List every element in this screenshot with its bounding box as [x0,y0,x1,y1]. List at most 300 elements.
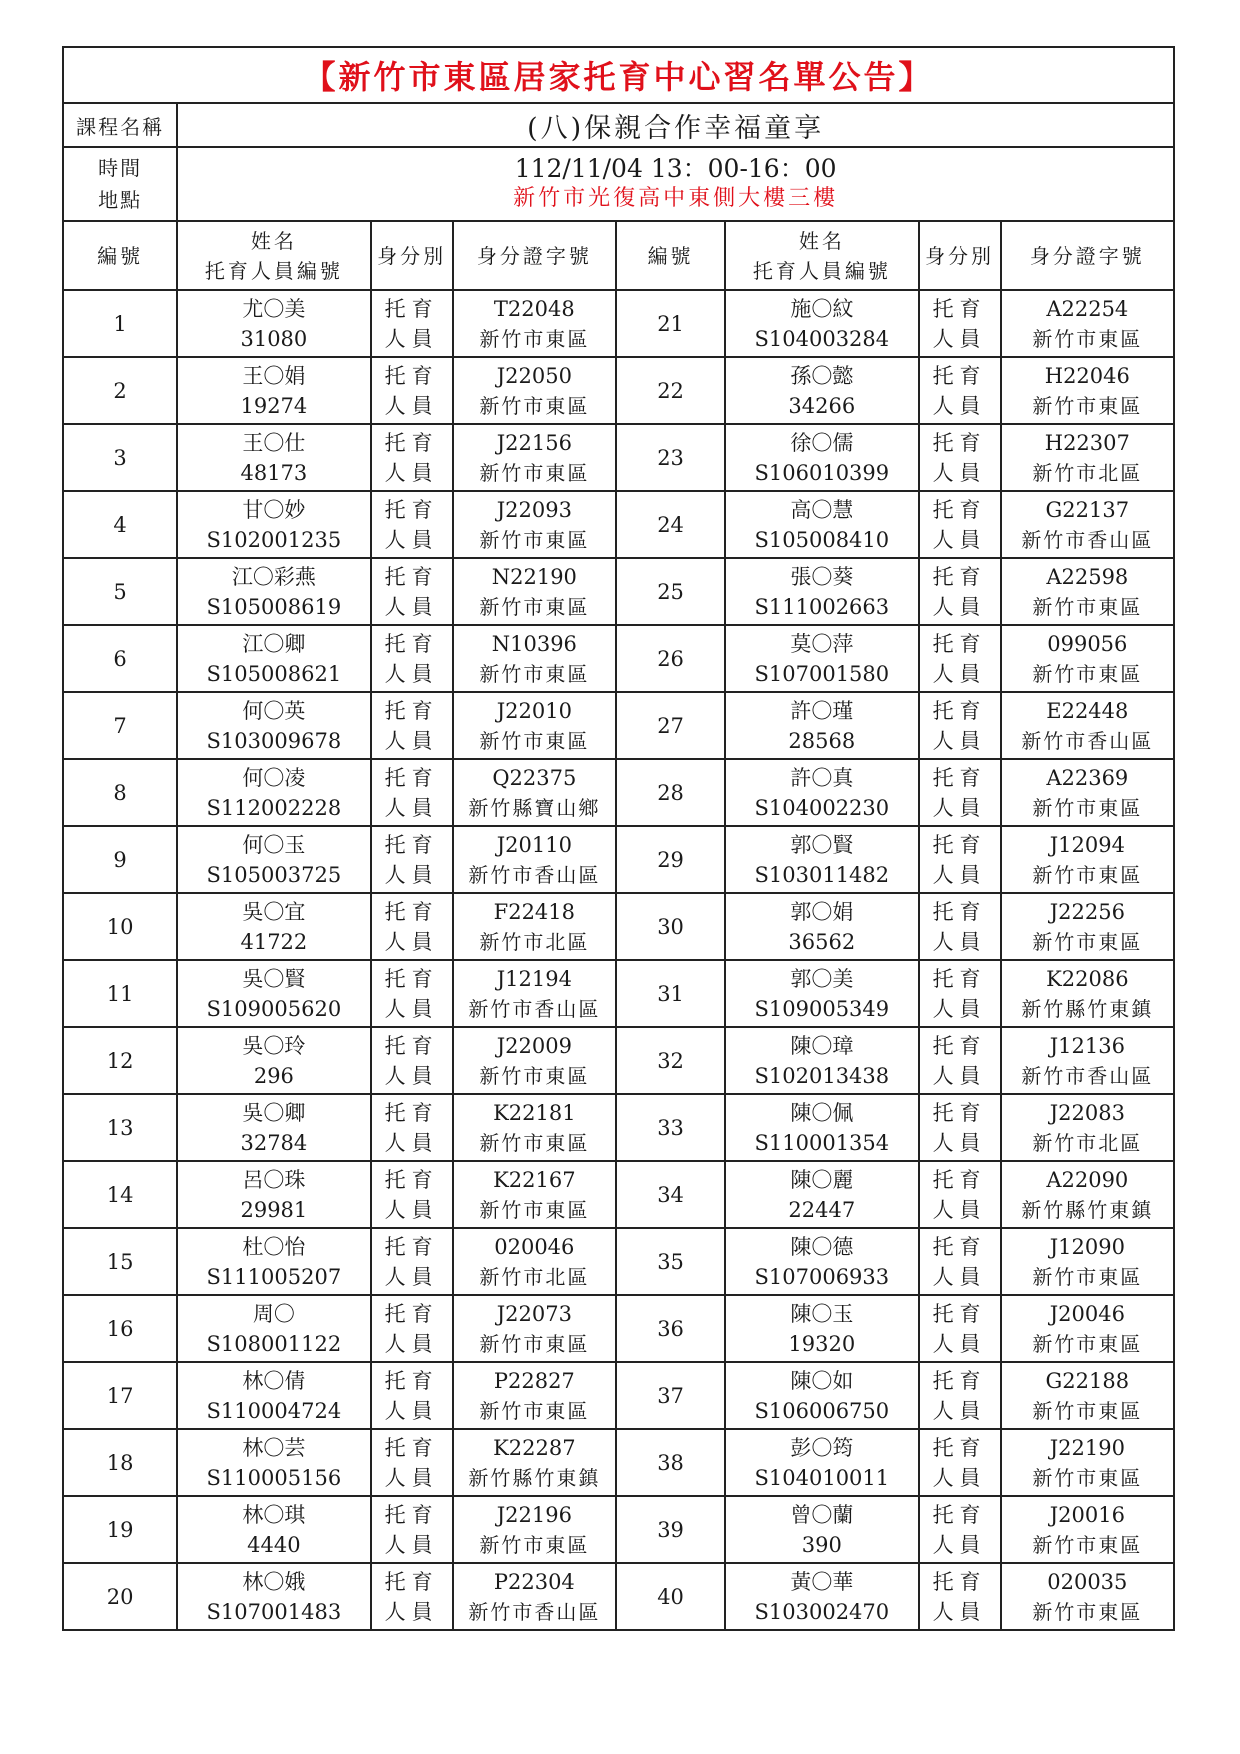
caregiver-code: S106010399 [754,460,890,485]
identity-type-line1: 托育 [384,1502,439,1527]
identity-type-cell [919,1228,1001,1295]
identity-type-cell [919,491,1001,558]
id-cell [453,1094,616,1161]
caregiver-name: 郭〇美 [790,966,854,991]
identity-type-cell [371,1563,453,1630]
name-cell [725,1295,918,1362]
id-cell [1001,1161,1174,1228]
row-number: 1 [63,290,177,357]
identity-type-line1: 托育 [932,631,987,656]
identity-type-line1: 托育 [384,899,439,924]
identity-type-cell [371,290,453,357]
caregiver-code: S107001580 [754,661,890,686]
id-cell [1001,424,1174,491]
identity-type-line2: 人員 [932,1264,987,1289]
identity-type-cell [919,1161,1001,1228]
place-label: 地點 [98,188,143,212]
identity-type-line2: 人員 [932,795,987,820]
identity-type-line2: 人員 [384,1130,439,1155]
row-number: 28 [616,759,725,826]
caregiver-name: 林〇芸 [242,1435,306,1460]
id-cell [1001,1027,1174,1094]
identity-type-line2: 人員 [932,393,987,418]
identity-type-line2: 人員 [932,929,987,954]
row-number: 5 [63,558,177,625]
identity-type-cell [919,1563,1001,1630]
id-cell [453,1027,616,1094]
id-number: Q22375 [492,765,577,790]
name-cell [177,1295,370,1362]
id-number: 020046 [494,1234,575,1259]
name-cell [177,1563,370,1630]
row-number: 37 [616,1362,725,1429]
id-number: A22090 [1046,1167,1129,1192]
caregiver-code: S109005349 [754,996,890,1021]
identity-type-line2: 人員 [932,594,987,619]
id-cell [453,1295,616,1362]
name-cell [725,960,918,1027]
row-number: 20 [63,1563,177,1630]
identity-type-line1: 托育 [932,1234,987,1259]
identity-type-line1: 托育 [932,832,987,857]
caregiver-name: 許〇瑾 [790,698,854,723]
caregiver-name: 吳〇宜 [242,899,306,924]
id-cell [1001,290,1174,357]
name-cell [177,692,370,759]
identity-type-line1: 托育 [932,765,987,790]
identity-type-line2: 人員 [384,728,439,753]
id-cell [453,1161,616,1228]
caregiver-code: S106006750 [754,1398,890,1423]
identity-type-line2: 人員 [384,1197,439,1222]
id-number: N10396 [491,631,577,656]
row-number: 31 [616,960,725,1027]
identity-type-line1: 托育 [384,966,439,991]
identity-type-line2: 人員 [384,1532,439,1557]
caregiver-name: 江〇彩燕 [231,564,316,589]
header-no-right: 編號 [616,221,725,290]
id-area: 新竹市東區 [1032,795,1143,820]
table-row [63,1295,1174,1362]
identity-type-cell [919,357,1001,424]
id-area: 新竹市東區 [1032,1331,1143,1356]
id-cell [453,1429,616,1496]
row-number: 13 [63,1094,177,1161]
id-area: 新竹縣竹東鎮 [1021,996,1154,1021]
name-cell [177,893,370,960]
caregiver-name: 許〇真 [790,765,854,790]
id-area: 新竹市東區 [479,1197,590,1222]
name-cell [177,1161,370,1228]
id-number: K22287 [493,1435,576,1460]
id-area: 新竹市東區 [479,594,590,619]
name-cell [177,1094,370,1161]
id-cell [1001,893,1174,960]
caregiver-code: 19320 [788,1331,856,1356]
name-cell [725,357,918,424]
id-cell [453,1563,616,1630]
row-number: 30 [616,893,725,960]
row-number: 39 [616,1496,725,1563]
id-cell [453,357,616,424]
identity-type-line1: 托育 [932,497,987,522]
caregiver-code: 28568 [788,728,856,753]
id-area: 新竹市東區 [1032,1599,1143,1624]
identity-type-line2: 人員 [384,1063,439,1088]
identity-type-line2: 人員 [932,1465,987,1490]
id-area: 新竹市東區 [1032,661,1143,686]
caregiver-code: 4440 [247,1532,301,1557]
identity-type-line1: 托育 [384,564,439,589]
id-number: J12194 [496,966,572,991]
name-cell [725,424,918,491]
id-cell [1001,1295,1174,1362]
name-cell [177,357,370,424]
time-label: 時間 [98,156,143,180]
caregiver-name: 彭〇筠 [790,1435,854,1460]
id-area: 新竹市香山區 [468,862,601,887]
identity-type-line1: 托育 [932,698,987,723]
identity-type-line2: 人員 [932,1130,987,1155]
id-number: J22093 [496,497,572,522]
id-number: 020035 [1047,1569,1128,1594]
table-row [63,692,1174,759]
row-number: 23 [616,424,725,491]
row-number: 24 [616,491,725,558]
caregiver-code: 390 [801,1532,842,1557]
id-area: 新竹市東區 [1032,1398,1143,1423]
caregiver-name: 甘〇妙 [242,497,306,522]
id-number: J22050 [496,363,572,388]
name-cell [725,1563,918,1630]
table-row [63,625,1174,692]
name-cell [177,1027,370,1094]
caregiver-name: 吳〇賢 [242,966,306,991]
row-number: 33 [616,1094,725,1161]
caregiver-name: 陳〇麗 [790,1167,854,1192]
caregiver-name: 何〇玉 [242,832,306,857]
name-cell [725,1429,918,1496]
identity-type-line2: 人員 [384,1264,439,1289]
row-number: 15 [63,1228,177,1295]
table-row [63,290,1174,357]
id-area: 新竹縣竹東鎮 [1021,1197,1154,1222]
table-row [63,1496,1174,1563]
id-area: 新竹市東區 [479,1532,590,1557]
identity-type-cell [919,558,1001,625]
id-number: J22009 [496,1033,572,1058]
caregiver-code: S109005620 [206,996,342,1021]
name-cell [725,625,918,692]
caregiver-code: S104002230 [754,795,890,820]
id-cell [453,558,616,625]
name-cell [177,1429,370,1496]
identity-type-cell [919,1496,1001,1563]
id-area: 新竹縣竹東鎮 [468,1465,601,1490]
id-area: 新竹市香山區 [468,996,601,1021]
event-time: 112/11/04 13：00-16：00 [514,154,837,183]
name-cell [177,491,370,558]
page-title: 【新竹市東區居家托育中心習名單公告】 [63,47,1174,103]
identity-type-line1: 托育 [384,765,439,790]
identity-type-line1: 托育 [932,1301,987,1326]
id-number: J20046 [1049,1301,1125,1326]
id-cell [453,759,616,826]
identity-type-cell [919,1429,1001,1496]
identity-type-cell [919,625,1001,692]
identity-type-line2: 人員 [932,326,987,351]
name-cell [177,759,370,826]
name-cell [177,424,370,491]
identity-type-cell [371,960,453,1027]
id-area: 新竹市東區 [1032,393,1143,418]
id-number: K22181 [493,1100,576,1125]
identity-type-line2: 人員 [384,594,439,619]
caregiver-code: S110004724 [206,1398,342,1423]
id-cell [453,1362,616,1429]
identity-type-line2: 人員 [384,326,439,351]
id-area: 新竹市東區 [479,661,590,686]
identity-type-line1: 托育 [932,1569,987,1594]
name-cell [725,893,918,960]
id-cell [1001,1094,1174,1161]
caregiver-name: 王〇仕 [242,430,306,455]
id-cell [453,960,616,1027]
caregiver-code: 41722 [240,929,308,954]
caregiver-name: 莫〇萍 [790,631,854,656]
caregiver-code: S108001122 [206,1331,342,1356]
time-place-value-cell [177,147,1174,221]
caregiver-name: 吳〇卿 [242,1100,306,1125]
id-number: E22448 [1046,698,1129,723]
id-number: P22304 [493,1569,575,1594]
identity-type-cell [371,1161,453,1228]
id-cell [453,826,616,893]
caregiver-code: S111002663 [754,594,890,619]
name-cell [725,558,918,625]
identity-type-line1: 托育 [932,1435,987,1460]
identity-type-line1: 托育 [932,1033,987,1058]
identity-type-line2: 人員 [932,527,987,552]
caregiver-name: 陳〇玉 [790,1301,854,1326]
id-area: 新竹市香山區 [1021,1063,1154,1088]
name-cell [725,1228,918,1295]
caregiver-name: 孫〇懿 [790,363,854,388]
caregiver-name: 黃〇華 [790,1569,854,1594]
id-area: 新竹市東區 [1032,594,1143,619]
identity-type-cell [371,1094,453,1161]
row-number: 40 [616,1563,725,1630]
identity-type-cell [371,1295,453,1362]
id-area: 新竹市東區 [1032,929,1143,954]
time-place-label-cell [63,147,177,221]
caregiver-name: 何〇凌 [242,765,306,790]
caregiver-code: S105008410 [754,527,890,552]
id-area: 新竹市香山區 [1021,527,1154,552]
identity-type-line1: 托育 [384,497,439,522]
name-cell [177,826,370,893]
id-area: 新竹市北區 [1032,1130,1143,1155]
row-number: 6 [63,625,177,692]
row-number: 16 [63,1295,177,1362]
header-type-right: 身分別 [919,221,1001,290]
id-cell [453,491,616,558]
row-number: 27 [616,692,725,759]
name-cell [725,692,918,759]
identity-type-cell [371,1228,453,1295]
identity-type-line1: 托育 [932,899,987,924]
id-cell [453,625,616,692]
course-label: 課程名稱 [63,103,177,147]
course-name: (八)保親合作幸福童享 [177,103,1174,147]
identity-type-line2: 人員 [384,1599,439,1624]
identity-type-cell [919,290,1001,357]
identity-type-cell [371,692,453,759]
identity-type-cell [919,1362,1001,1429]
id-number: P22827 [493,1368,575,1393]
identity-type-line1: 托育 [384,1167,439,1192]
identity-type-line1: 托育 [932,363,987,388]
caregiver-code: S103009678 [206,728,342,753]
id-cell [1001,1362,1174,1429]
id-area: 新竹市北區 [479,929,590,954]
row-number: 36 [616,1295,725,1362]
id-number: F22418 [493,899,576,924]
table-row [63,357,1174,424]
row-number: 35 [616,1228,725,1295]
id-number: J22256 [1049,899,1125,924]
identity-type-line2: 人員 [932,728,987,753]
identity-type-line1: 托育 [932,1167,987,1192]
header-name-line1-right: 姓名 [798,228,845,253]
row-number: 11 [63,960,177,1027]
id-area: 新竹市東區 [479,728,590,753]
identity-type-line2: 人員 [932,460,987,485]
name-cell [177,1228,370,1295]
id-number: J22156 [496,430,572,455]
table-row [63,1429,1174,1496]
caregiver-code: S107006933 [754,1264,890,1289]
caregiver-code: S105008619 [206,594,342,619]
id-number: J20016 [1049,1502,1125,1527]
caregiver-code: 19274 [240,393,308,418]
identity-type-line2: 人員 [384,1465,439,1490]
id-number: H22046 [1044,363,1130,388]
name-cell [725,1362,918,1429]
table-row [63,893,1174,960]
caregiver-name: 曾〇蘭 [790,1502,854,1527]
table-row [63,558,1174,625]
id-number: G22137 [1045,497,1130,522]
id-cell [453,290,616,357]
event-place: 新竹市光復高中東側大樓三樓 [513,186,839,211]
id-cell [1001,558,1174,625]
header-id-right: 身分證字號 [1001,221,1174,290]
row-number: 22 [616,357,725,424]
id-cell [453,893,616,960]
identity-type-line2: 人員 [384,929,439,954]
name-cell [725,759,918,826]
identity-type-cell [919,424,1001,491]
id-number: J22190 [1049,1435,1125,1460]
caregiver-name: 陳〇德 [790,1234,854,1259]
id-number: J22196 [496,1502,572,1527]
identity-type-line1: 托育 [384,698,439,723]
identity-type-cell [919,826,1001,893]
identity-type-cell [919,692,1001,759]
row-number: 10 [63,893,177,960]
identity-type-line2: 人員 [932,862,987,887]
caregiver-name: 江〇卿 [242,631,306,656]
identity-type-line1: 托育 [932,966,987,991]
table-row [63,960,1174,1027]
id-number: K22086 [1046,966,1129,991]
identity-type-cell [371,1429,453,1496]
header-name-right [725,221,918,290]
row-number: 25 [616,558,725,625]
caregiver-code: 29981 [240,1197,308,1222]
row-number: 14 [63,1161,177,1228]
id-area: 新竹市東區 [479,1063,590,1088]
id-cell [453,424,616,491]
id-area: 新竹縣寶山鄉 [468,795,601,820]
identity-type-line2: 人員 [932,1599,987,1624]
table-row [63,1228,1174,1295]
table-row [63,1563,1174,1630]
id-number: G22188 [1045,1368,1130,1393]
caregiver-code: S110001354 [754,1130,890,1155]
id-area: 新竹市北區 [479,1264,590,1289]
caregiver-name: 何〇英 [242,698,306,723]
identity-type-line1: 托育 [384,1569,439,1594]
id-area: 新竹市東區 [479,1331,590,1356]
id-area: 新竹市東區 [1032,326,1143,351]
identity-type-line2: 人員 [384,527,439,552]
table-row [63,826,1174,893]
id-number: A22254 [1046,296,1129,321]
row-number: 34 [616,1161,725,1228]
id-area: 新竹市東區 [1032,1532,1143,1557]
row-number: 19 [63,1496,177,1563]
caregiver-code: 32784 [240,1130,308,1155]
id-number: H22307 [1044,430,1130,455]
id-number: A22369 [1046,765,1129,790]
id-area: 新竹市香山區 [1021,728,1154,753]
row-number: 8 [63,759,177,826]
row-number: 17 [63,1362,177,1429]
identity-type-cell [919,759,1001,826]
id-cell [453,692,616,759]
id-number: J20110 [496,832,572,857]
identity-type-cell [371,893,453,960]
id-number: J22083 [1049,1100,1125,1125]
identity-type-line1: 托育 [932,296,987,321]
id-area: 新竹市東區 [479,460,590,485]
identity-type-cell [371,826,453,893]
identity-type-line1: 托育 [932,1502,987,1527]
row-number: 18 [63,1429,177,1496]
table-row [63,424,1174,491]
row-number: 21 [616,290,725,357]
header-name-line1: 姓名 [250,228,297,253]
identity-type-line1: 托育 [384,1435,439,1460]
header-id: 身分證字號 [453,221,616,290]
identity-type-cell [371,759,453,826]
caregiver-name: 林〇琪 [242,1502,306,1527]
table-row [63,1094,1174,1161]
caregiver-code: 296 [253,1063,294,1088]
row-number: 2 [63,357,177,424]
